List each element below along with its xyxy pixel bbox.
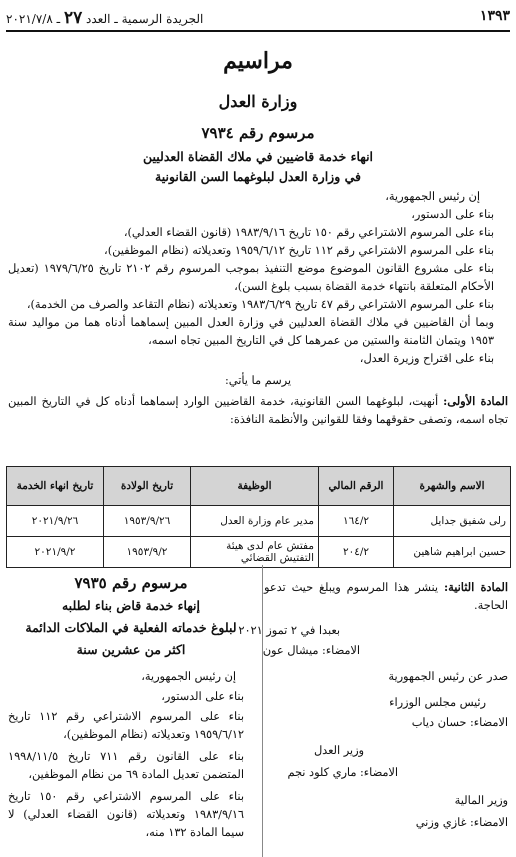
col-financial-number: الرقم المالي (319, 467, 394, 506)
cell-end-date: ٢٠٢١/٩/٢ (7, 537, 104, 568)
decree2-number: مرسوم رقم ٧٩٣٥ (74, 574, 188, 592)
table-header-row (7, 467, 511, 506)
decree2-preamble-president: إن رئيس الجمهورية، (141, 670, 236, 683)
pm-signature: الامضاء: حسان دياب (411, 716, 508, 729)
preamble-whereas: وبما أن القاضيين في ملاك القضاة العدليين في وزارة العدل المبين إسماهما أدناه هما من مواليد سنة ١٩٥٣ ويتمان الثامنة والستين من عمرهما كل في التاريخ المبين تجاه اسمه، (8, 316, 494, 347)
preamble-law-112: بناء على المرسوم الاشتراعي رقم ١١٢ تاريخ ١٩٥٩/٦/١٢ وتعديلاته (نظام الموظفين)، (104, 244, 494, 257)
preamble-proposal: بناء على اقتراح وزيرة العدل، (359, 352, 494, 365)
header-rule (6, 30, 510, 32)
cell-end-date: ٢٠٢١/٩/٢٦ (7, 506, 104, 537)
article-two-text: ينشر هذا المرسوم ويبلغ حيث تدعو الحاجة. (264, 581, 508, 612)
judges-table (6, 466, 511, 568)
article-two-label: المادة الثانية: (444, 580, 509, 594)
table-row (7, 506, 511, 537)
cell-position: مفتش عام لدى هيئة التفتيش القضائي (191, 537, 319, 568)
column-divider (262, 565, 263, 857)
table-row (7, 537, 511, 568)
section-title: مراسيم (223, 48, 293, 74)
page-header (6, 8, 510, 30)
col-name: الاسم والشهرة (394, 467, 511, 506)
cell-name: رلى شفيق جدايل (394, 506, 511, 537)
decree2-preamble-law-711: بناء على القانون رقم ٧١١ تاريخ ١٩٩٨/١١/٥ المتضمن تعديل المادة ٦٩ من نظام الموظفين، (8, 750, 244, 781)
preamble-constitution: بناء على الدستور، (411, 208, 494, 221)
ministry-title: وزارة العدل (218, 92, 298, 111)
article-two (264, 578, 508, 615)
decree2-subject-line2: لبلوغ خدماته الفعلية في الملاكات الدائمة (25, 620, 237, 635)
decree-subject-line1: انهاء خدمة قاضيين في ملاك القضاة العدليين (142, 149, 374, 164)
preamble-law-150: بناء على المرسوم الاشتراعي رقم ١٥٠ تاريخ ١٩٨٣/٩/١٦ (قانون القضاء العدلي)، (123, 226, 494, 239)
pm-title: رئيس مجلس الوزراء (389, 696, 486, 709)
decree-subject-line2: في وزارة العدل لبلوغهما السن القانونية (155, 169, 361, 184)
cell-name: حسين ابراهيم شاهين (394, 537, 511, 568)
cell-birth-date: ١٩٥٣/٩/٢ (104, 537, 191, 568)
col-birth-date: تاريخ الولادة (104, 467, 191, 506)
justice-minister-signature: الامضاء: ماري كلود نجم (287, 766, 398, 779)
cell-position: مدير عام وزارة العدل (191, 506, 319, 537)
decrees-line: يرسم ما يأتي: (225, 374, 291, 387)
preamble-president: إن رئيس الجمهورية، (385, 190, 480, 203)
decree2-subject-line3: اكثر من عشرين سنة (76, 642, 186, 657)
cell-financial-number: ١٦٤/٢ (319, 506, 394, 537)
col-end-date: تاريخ انهاء الخدمة (7, 467, 104, 506)
gazette-info (6, 8, 203, 28)
decree2-preamble-constitution: بناء على الدستور، (161, 690, 244, 703)
article-one-text: أنهيت، لبلوغهما السن القانونية، خدمة القاضيين الوارد إسماهما أدناه كل في التاريخ المبين تجاه اسمه، وتصفى حقوقهما وفقا للقوانين والأنظمة النافذة: (8, 395, 508, 426)
preamble-draft-law: بناء على مشروع القانون الموضوع موضع التنفيذ بموجب المرسوم رقم ٢١٠٢ تاريخ ١٩٧٩/٦/٢٥ (تعديل الأحكام المتعلقة بانتهاء خدمة القضاة بسبب بلوغ السن)، (8, 262, 494, 293)
decree-number: مرسوم رقم ٧٩٣٤ (201, 124, 315, 142)
signed-at: بعبدا في ٢ تموز ٢٠٢١ (238, 624, 340, 637)
col-position: الوظيفة (191, 467, 319, 506)
justice-minister-title: وزير العدل (313, 744, 364, 757)
preamble-law-47: بناء على المرسوم الاشتراعي رقم ٤٧ تاريخ ١٩٨٣/٦/٢٩ وتعديلاته (نظام التقاعد والصرف من الخدمة)، (26, 298, 494, 311)
decree2-preamble-law-150: بناء على المرسوم الاشتراعي رقم ١٥٠ تاريخ ١٩٨٣/٩/١٦ وتعديلاته (قانون القضاء العدلي) لا سيما المادة ١٣٢ منه، (8, 790, 244, 839)
decree2-subject-line1: إنهاء خدمة قاض بناء لطلبه (61, 598, 200, 613)
finance-minister-signature: الامضاء: غازي وزني (415, 816, 508, 829)
cell-birth-date: ١٩٥٣/٩/٢٦ (104, 506, 191, 537)
finance-minister-title: وزير المالية (454, 794, 508, 807)
gazette-name: الجريدة الرسمية ـ العدد (86, 12, 204, 26)
issue-number: ٢٧ (63, 8, 83, 28)
page-number: ١٣٩٣ (479, 8, 510, 24)
president-signature: الامضاء: ميشال عون (262, 644, 360, 657)
issue-date: ـ ٢٠٢١/٧/٨ (6, 12, 61, 26)
decree2-preamble-law-112: بناء على المرسوم الاشتراعي رقم ١١٢ تاريخ ١٩٥٩/٦/١٢ وتعديلاته (نظام الموظفين)، (8, 710, 244, 741)
cell-financial-number: ٢٠٤/٢ (319, 537, 394, 568)
issued-by: صدر عن رئيس الجمهورية (388, 670, 508, 683)
article-one-label: المادة الأولى: (443, 394, 508, 408)
article-one (8, 392, 508, 429)
